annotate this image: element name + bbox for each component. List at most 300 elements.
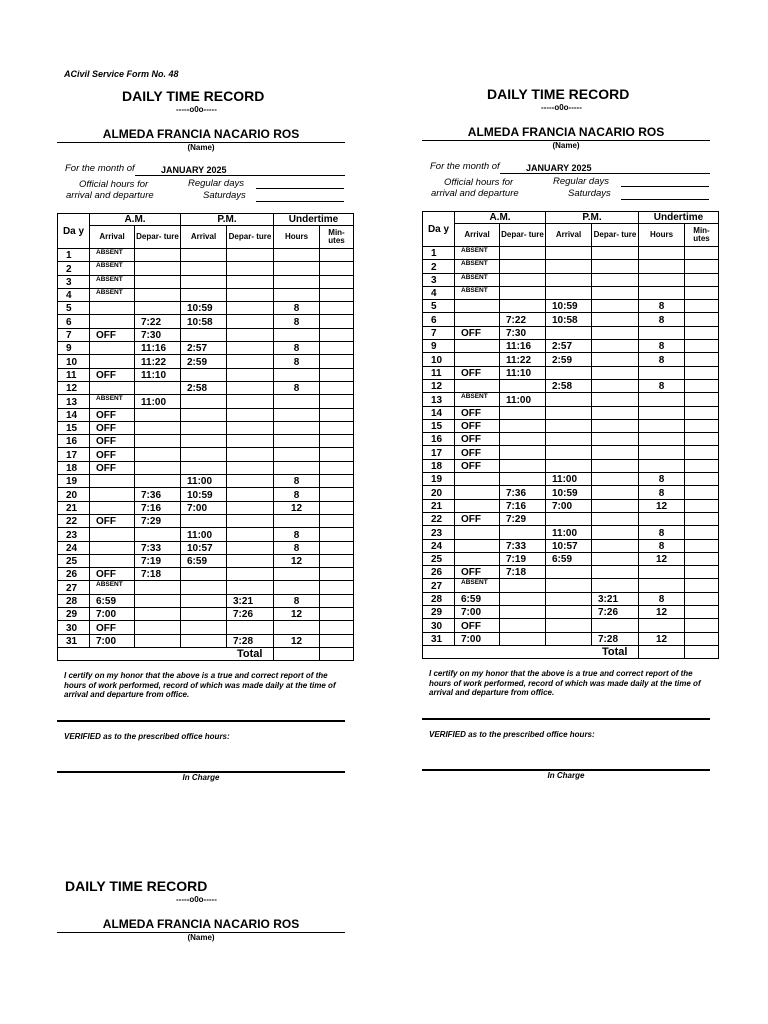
am-departure-cell (135, 275, 181, 288)
day-cell: 20 (423, 486, 455, 499)
am-departure-cell (500, 273, 546, 286)
total-label: Total (227, 647, 274, 660)
table-row (58, 594, 354, 607)
minutes-cell (685, 512, 719, 525)
minutes-cell (320, 554, 354, 567)
pm-departure-cell (592, 406, 639, 419)
pm-departure-cell (592, 526, 639, 539)
hours-cell (639, 512, 685, 525)
pm-departure-cell (592, 313, 639, 326)
signature-line (422, 718, 710, 720)
hours-cell: 8 (274, 528, 320, 541)
minutes-cell (320, 342, 354, 355)
hours-cell (274, 581, 320, 594)
total-spacer (423, 645, 592, 658)
pm-arrival-cell: 2:57 (181, 342, 227, 355)
day-cell: 5 (58, 302, 90, 315)
day-cell: 6 (58, 315, 90, 328)
hours-cell: 12 (274, 634, 320, 647)
minutes-cell (320, 249, 354, 262)
hours-cell: 8 (639, 313, 685, 326)
table-row (58, 275, 354, 288)
hours-cell (639, 273, 685, 286)
pm-departure-cell (227, 302, 274, 315)
minutes-cell (320, 501, 354, 514)
pm-departure-cell (592, 619, 639, 632)
table-row (58, 581, 354, 594)
saturdays-label: Saturdays (203, 190, 246, 201)
am-arrival-cell (455, 473, 500, 486)
hours-cell (639, 419, 685, 432)
month-label: For the month of (65, 163, 135, 174)
day-cell: 17 (58, 448, 90, 461)
employee-name: ALMEDA FRANCIA NACARIO ROS (57, 127, 345, 143)
minutes-cell (320, 435, 354, 448)
am-departure-cell (500, 526, 546, 539)
day-cell: 5 (423, 300, 455, 313)
am-departure-cell (500, 406, 546, 419)
minutes-cell (685, 606, 719, 619)
pm-departure-cell (227, 288, 274, 301)
title-separator: -----o0o----- (176, 895, 217, 904)
table-row (58, 568, 354, 581)
hours-cell: 8 (639, 473, 685, 486)
saturdays-line (256, 201, 344, 202)
hours-cell (639, 433, 685, 446)
am-arrival-cell: ABSENT (455, 260, 500, 273)
pm-arrival-cell (546, 606, 592, 619)
am-arrival-cell: OFF (90, 408, 135, 421)
day-cell: 19 (423, 473, 455, 486)
day-cell: 2 (58, 262, 90, 275)
pm-departure-cell (227, 342, 274, 355)
table-row (423, 326, 719, 339)
day-cell: 23 (58, 528, 90, 541)
header-day: Da y (423, 212, 455, 247)
table-row (423, 579, 719, 592)
day-cell: 27 (423, 579, 455, 592)
day-cell: 30 (58, 621, 90, 634)
pm-departure-cell: 3:21 (592, 592, 639, 605)
minutes-cell (320, 634, 354, 647)
table-row (423, 260, 719, 273)
employee-name: ALMEDA FRANCIA NACARIO ROS (57, 917, 345, 933)
minutes-cell (685, 459, 719, 472)
am-departure-cell: 11:00 (135, 395, 181, 408)
official-hours-label: Official hours for (444, 177, 514, 188)
pm-arrival-cell: 10:57 (546, 539, 592, 552)
am-departure-cell: 7:19 (135, 554, 181, 567)
pm-departure-cell (592, 273, 639, 286)
minutes-cell (320, 355, 354, 368)
pm-arrival-cell: 2:57 (546, 340, 592, 353)
pm-arrival-cell (546, 419, 592, 432)
pm-departure-cell (592, 446, 639, 459)
minutes-cell (685, 286, 719, 299)
header-pm-arrival: Arrival (546, 224, 592, 247)
am-arrival-cell (455, 486, 500, 499)
day-cell: 4 (423, 286, 455, 299)
day-cell: 13 (423, 393, 455, 406)
table-row (423, 406, 719, 419)
pm-arrival-cell: 11:00 (181, 528, 227, 541)
day-cell: 16 (423, 433, 455, 446)
pm-departure-cell (227, 368, 274, 381)
minutes-cell (685, 619, 719, 632)
am-departure-cell: 7:33 (500, 539, 546, 552)
minutes-cell (320, 448, 354, 461)
am-arrival-cell: 7:00 (455, 632, 500, 645)
minutes-cell (320, 514, 354, 527)
pm-arrival-cell (181, 408, 227, 421)
pm-arrival-cell (181, 368, 227, 381)
signature-line (57, 720, 345, 722)
minutes-cell (320, 594, 354, 607)
pm-arrival-cell (181, 395, 227, 408)
pm-arrival-cell (181, 288, 227, 301)
am-arrival-cell (90, 475, 135, 488)
pm-arrival-cell: 6:59 (181, 554, 227, 567)
pm-arrival-cell: 2:59 (546, 353, 592, 366)
pm-departure-cell (592, 247, 639, 260)
hours-cell: 8 (274, 541, 320, 554)
header-am: A.M. (455, 212, 546, 224)
am-departure-cell (500, 247, 546, 260)
minutes-cell (320, 368, 354, 381)
table-row (423, 619, 719, 632)
table-row (58, 461, 354, 474)
minutes-cell (320, 581, 354, 594)
am-departure-cell (135, 381, 181, 394)
minutes-cell (320, 328, 354, 341)
day-cell: 19 (58, 475, 90, 488)
am-departure-cell: 7:22 (500, 313, 546, 326)
header-pm-departure: Depar- ture (227, 226, 274, 249)
pm-arrival-cell (181, 514, 227, 527)
table-row (58, 368, 354, 381)
pm-departure-cell: 7:28 (227, 634, 274, 647)
table-row (58, 315, 354, 328)
am-arrival-cell: ABSENT (90, 395, 135, 408)
pm-departure-cell (227, 275, 274, 288)
minutes-cell (685, 247, 719, 260)
day-cell: 10 (58, 355, 90, 368)
pm-arrival-cell (546, 260, 592, 273)
am-departure-cell: 11:16 (135, 342, 181, 355)
am-departure-cell (500, 459, 546, 472)
table-row (423, 393, 719, 406)
hours-cell: 8 (639, 592, 685, 605)
header-hours: Hours (639, 224, 685, 247)
am-arrival-cell: OFF (455, 446, 500, 459)
am-departure-cell: 7:29 (135, 514, 181, 527)
am-arrival-cell: OFF (455, 419, 500, 432)
table-row (423, 526, 719, 539)
pm-arrival-cell: 2:58 (181, 381, 227, 394)
day-cell: 22 (58, 514, 90, 527)
pm-departure-cell (592, 353, 639, 366)
am-arrival-cell (455, 353, 500, 366)
am-departure-cell (500, 286, 546, 299)
total-hours (639, 645, 685, 658)
am-departure-cell (135, 608, 181, 621)
minutes-cell (685, 366, 719, 379)
month-value: JANUARY 2025 (500, 157, 710, 174)
day-cell: 14 (423, 406, 455, 419)
day-cell: 17 (423, 446, 455, 459)
pm-departure-cell (592, 300, 639, 313)
table-row (58, 448, 354, 461)
am-arrival-cell: OFF (455, 406, 500, 419)
total-hours (274, 647, 320, 660)
hours-cell (639, 393, 685, 406)
pm-arrival-cell: 7:00 (546, 499, 592, 512)
name-label: (Name) (187, 933, 215, 942)
table-row (423, 592, 719, 605)
pm-departure-cell (592, 566, 639, 579)
day-cell: 18 (58, 461, 90, 474)
header-am-departure: Depar- ture (500, 224, 546, 247)
table-row (58, 501, 354, 514)
pm-departure-cell (227, 421, 274, 434)
day-cell: 10 (423, 353, 455, 366)
am-arrival-cell (90, 381, 135, 394)
hours-cell: 12 (639, 606, 685, 619)
header-day: Da y (58, 214, 90, 249)
table-row (423, 313, 719, 326)
am-departure-cell (135, 621, 181, 634)
hours-cell (639, 286, 685, 299)
am-arrival-cell: OFF (90, 461, 135, 474)
am-departure-cell: 7:30 (135, 328, 181, 341)
table-row (58, 634, 354, 647)
employee-name: ALMEDA FRANCIA NACARIO ROS (422, 125, 710, 141)
am-departure-cell (500, 632, 546, 645)
am-departure-cell (135, 302, 181, 315)
pm-arrival-cell: 10:59 (181, 488, 227, 501)
hours-cell (274, 275, 320, 288)
day-cell: 11 (423, 366, 455, 379)
form-title: DAILY TIME RECORD (487, 86, 630, 102)
pm-arrival-cell (546, 579, 592, 592)
am-arrival-cell: OFF (455, 326, 500, 339)
table-row (58, 395, 354, 408)
day-cell: 14 (58, 408, 90, 421)
pm-departure-cell (592, 459, 639, 472)
hours-cell (274, 514, 320, 527)
am-arrival-cell (455, 526, 500, 539)
pm-arrival-cell (181, 275, 227, 288)
minutes-cell (320, 275, 354, 288)
minutes-cell (320, 302, 354, 315)
header-undertime: Undertime (274, 214, 354, 226)
minutes-cell (320, 621, 354, 634)
day-cell: 3 (58, 275, 90, 288)
pm-arrival-cell: 2:59 (181, 355, 227, 368)
am-arrival-cell: OFF (90, 368, 135, 381)
table-row (58, 408, 354, 421)
minutes-cell (685, 326, 719, 339)
table-row (58, 342, 354, 355)
am-arrival-cell: ABSENT (90, 288, 135, 301)
am-arrival-cell: OFF (455, 566, 500, 579)
day-cell: 4 (58, 288, 90, 301)
am-departure-cell (135, 461, 181, 474)
month-value: JANUARY 2025 (135, 159, 345, 176)
pm-departure-cell (592, 486, 639, 499)
am-arrival-cell: 6:59 (455, 592, 500, 605)
table-row (423, 247, 719, 260)
day-cell: 7 (58, 328, 90, 341)
am-departure-cell (500, 419, 546, 432)
time-record-table (422, 211, 719, 659)
am-departure-cell (135, 448, 181, 461)
day-cell: 28 (58, 594, 90, 607)
title-separator: -----o0o----- (176, 105, 217, 114)
minutes-cell (685, 632, 719, 645)
table-row (423, 552, 719, 565)
day-cell: 15 (58, 421, 90, 434)
hours-cell (639, 406, 685, 419)
pm-departure-cell (227, 249, 274, 262)
am-arrival-cell: OFF (455, 512, 500, 525)
am-departure-cell (135, 594, 181, 607)
time-rows (58, 249, 354, 648)
am-arrival-cell: OFF (90, 514, 135, 527)
am-departure-cell (500, 300, 546, 313)
header-undertime: Undertime (639, 212, 719, 224)
hours-cell (274, 328, 320, 341)
minutes-cell (320, 421, 354, 434)
minutes-cell (685, 552, 719, 565)
minutes-cell (685, 486, 719, 499)
day-cell: 26 (423, 566, 455, 579)
pm-arrival-cell: 6:59 (546, 552, 592, 565)
day-cell: 18 (423, 459, 455, 472)
table-row (58, 355, 354, 368)
day-cell: 15 (423, 419, 455, 432)
hours-cell: 8 (274, 594, 320, 607)
pm-arrival-cell: 10:59 (546, 486, 592, 499)
table-row (423, 539, 719, 552)
pm-departure-cell (227, 408, 274, 421)
header-am-arrival: Arrival (90, 226, 135, 249)
civil-service-form-label: ACivil Service Form No. 48 (64, 69, 179, 79)
hours-cell: 12 (274, 554, 320, 567)
day-cell: 31 (58, 634, 90, 647)
pm-arrival-cell: 10:58 (546, 313, 592, 326)
pm-arrival-cell (181, 262, 227, 275)
am-arrival-cell: ABSENT (90, 581, 135, 594)
am-arrival-cell (90, 315, 135, 328)
in-charge-label: In Charge (547, 771, 585, 780)
pm-arrival-cell (181, 634, 227, 647)
time-rows (423, 247, 719, 646)
day-cell: 20 (58, 488, 90, 501)
am-arrival-cell (455, 539, 500, 552)
minutes-cell (685, 353, 719, 366)
pm-departure-cell (227, 328, 274, 341)
total-minutes (320, 647, 354, 660)
table-row (58, 475, 354, 488)
am-departure-cell (135, 475, 181, 488)
minutes-cell (685, 566, 719, 579)
pm-departure-cell (227, 381, 274, 394)
pm-departure-cell (592, 499, 639, 512)
table-row (423, 353, 719, 366)
pm-departure-cell: 7:26 (592, 606, 639, 619)
am-departure-cell: 7:19 (500, 552, 546, 565)
hours-cell (639, 247, 685, 260)
hours-cell: 12 (639, 499, 685, 512)
pm-arrival-cell (546, 247, 592, 260)
pm-departure-cell (227, 541, 274, 554)
regular-days-line (621, 186, 709, 187)
table-row (58, 621, 354, 634)
hours-cell (639, 566, 685, 579)
minutes-cell (685, 539, 719, 552)
hours-cell: 12 (274, 608, 320, 621)
am-arrival-cell: OFF (455, 433, 500, 446)
day-cell: 25 (58, 554, 90, 567)
am-arrival-cell: OFF (90, 448, 135, 461)
minutes-cell (685, 499, 719, 512)
hours-cell (639, 446, 685, 459)
pm-departure-cell (227, 395, 274, 408)
day-cell: 6 (423, 313, 455, 326)
table-row (58, 262, 354, 275)
pm-arrival-cell (546, 406, 592, 419)
am-arrival-cell (455, 379, 500, 392)
minutes-cell (685, 260, 719, 273)
table-row (423, 340, 719, 353)
pm-departure-cell (592, 579, 639, 592)
hours-cell: 8 (639, 526, 685, 539)
pm-departure-cell (592, 539, 639, 552)
hours-cell (639, 619, 685, 632)
hours-cell: 8 (639, 300, 685, 313)
am-departure-cell: 7:16 (135, 501, 181, 514)
am-departure-cell (135, 435, 181, 448)
table-row (423, 366, 719, 379)
minutes-cell (685, 526, 719, 539)
hours-cell (274, 568, 320, 581)
minutes-cell (320, 541, 354, 554)
am-departure-cell: 11:10 (135, 368, 181, 381)
am-departure-cell (135, 262, 181, 275)
day-cell: 3 (423, 273, 455, 286)
am-departure-cell (500, 579, 546, 592)
official-hours-label-2: arrival and departure (431, 188, 519, 199)
am-arrival-cell: OFF (90, 328, 135, 341)
pm-departure-cell (227, 621, 274, 634)
pm-arrival-cell (181, 568, 227, 581)
hours-cell (639, 366, 685, 379)
hours-cell: 8 (274, 315, 320, 328)
hours-cell: 12 (639, 632, 685, 645)
hours-cell (639, 579, 685, 592)
day-cell: 9 (423, 340, 455, 353)
am-departure-cell: 7:22 (135, 315, 181, 328)
am-departure-cell: 7:16 (500, 499, 546, 512)
minutes-cell (685, 446, 719, 459)
day-cell: 1 (423, 247, 455, 260)
day-cell: 24 (423, 539, 455, 552)
minutes-cell (685, 273, 719, 286)
hours-cell: 8 (274, 381, 320, 394)
day-cell: 12 (58, 381, 90, 394)
table-row (423, 499, 719, 512)
